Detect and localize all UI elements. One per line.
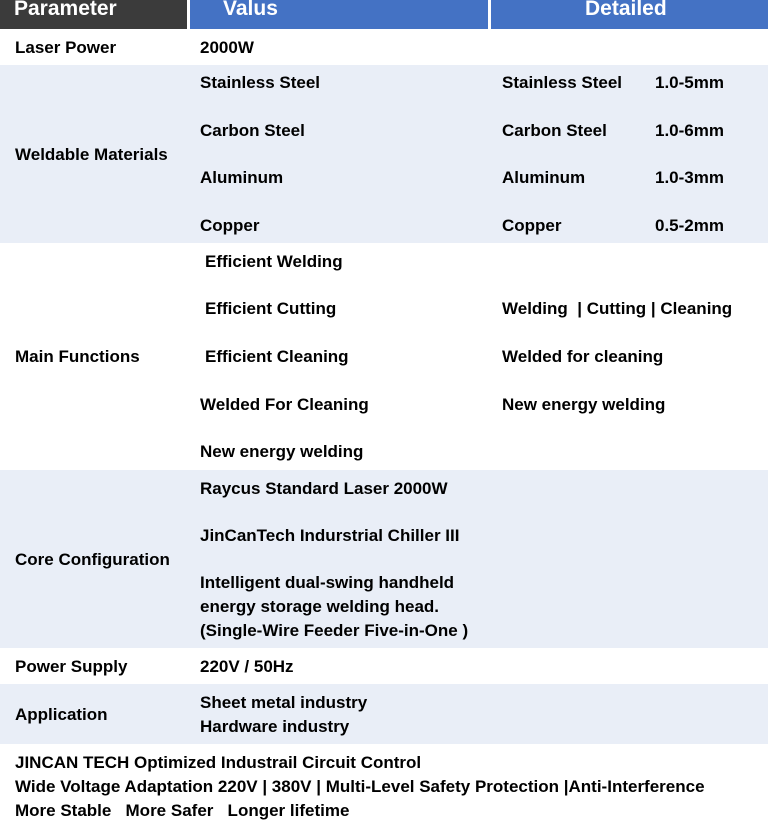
row-value: 2000W: [200, 38, 254, 57]
header-detailed: [491, 0, 768, 29]
detail-material: Copper: [502, 216, 562, 235]
row-main-functions: [0, 243, 768, 470]
detail-range: 1.0-6mm: [655, 121, 724, 140]
detail-material: Carbon Steel: [502, 121, 607, 140]
header-detailed-label: Detailed: [585, 0, 667, 20]
row-label: Core Configuration: [15, 550, 170, 569]
footer-line: Wide Voltage Adaptation 220V | 380V | Multi-Level Safety Protection |Anti-Interference: [15, 777, 705, 796]
detail-range: 1.0-5mm: [655, 73, 724, 92]
row-core-configuration: [0, 470, 768, 648]
value-item: Welded For Cleaning: [200, 395, 369, 414]
value-item: Efficient Cutting: [205, 299, 337, 318]
row-label: Weldable Materials: [15, 145, 168, 164]
value-item: Efficient Cleaning: [205, 347, 349, 366]
detail-range: 0.5-2mm: [655, 216, 724, 235]
value-item: Hardware industry: [200, 717, 350, 736]
footer-notes: [15, 751, 705, 821]
value-item: New energy welding: [200, 442, 364, 461]
detail-material: Stainless Steel: [502, 73, 623, 92]
value-item: Efficient Welding: [205, 252, 343, 271]
value-item: JinCanTech Indurstrial Chiller III: [200, 526, 460, 545]
footer-line: More Stable More Safer Longer lifetime: [15, 801, 350, 820]
row-power-supply: [0, 648, 768, 684]
value-item: Carbon Steel: [200, 121, 305, 140]
value-item: Sheet metal industry: [200, 693, 368, 712]
value-item: Intelligent dual-swing handheld: [200, 573, 455, 592]
value-item: Copper: [200, 216, 260, 235]
value-item: Stainless Steel: [200, 73, 321, 92]
row-application: [0, 684, 768, 744]
header-parameter-label: Parameter: [14, 0, 117, 20]
detail-item: Welded for cleaning: [502, 347, 664, 366]
row-label: Power Supply: [15, 657, 128, 676]
row-label: Main Functions: [15, 347, 140, 366]
header-value: [190, 0, 488, 29]
row-label: Application: [15, 705, 108, 724]
value-item: Aluminum: [200, 168, 284, 187]
header-parameter: [0, 0, 187, 29]
detail-item: Welding | Cutting | Cleaning: [502, 299, 733, 318]
detail-material: Aluminum: [502, 168, 586, 187]
detail-item: New energy welding: [502, 395, 666, 414]
row-laser-power: [0, 29, 768, 65]
footer-line: JINCAN TECH Optimized Industrail Circuit Control: [15, 753, 422, 772]
detail-range: 1.0-3mm: [655, 168, 724, 187]
value-item: energy storage welding head.: [200, 597, 440, 616]
row-label: Laser Power: [15, 38, 117, 57]
value-item: (Single-Wire Feeder Five-in-One ): [200, 621, 469, 640]
row-value: 220V / 50Hz: [200, 657, 294, 676]
header-value-label: Valus: [223, 0, 278, 20]
value-item: Raycus Standard Laser 2000W: [200, 479, 448, 498]
row-weldable-materials: [0, 65, 768, 243]
